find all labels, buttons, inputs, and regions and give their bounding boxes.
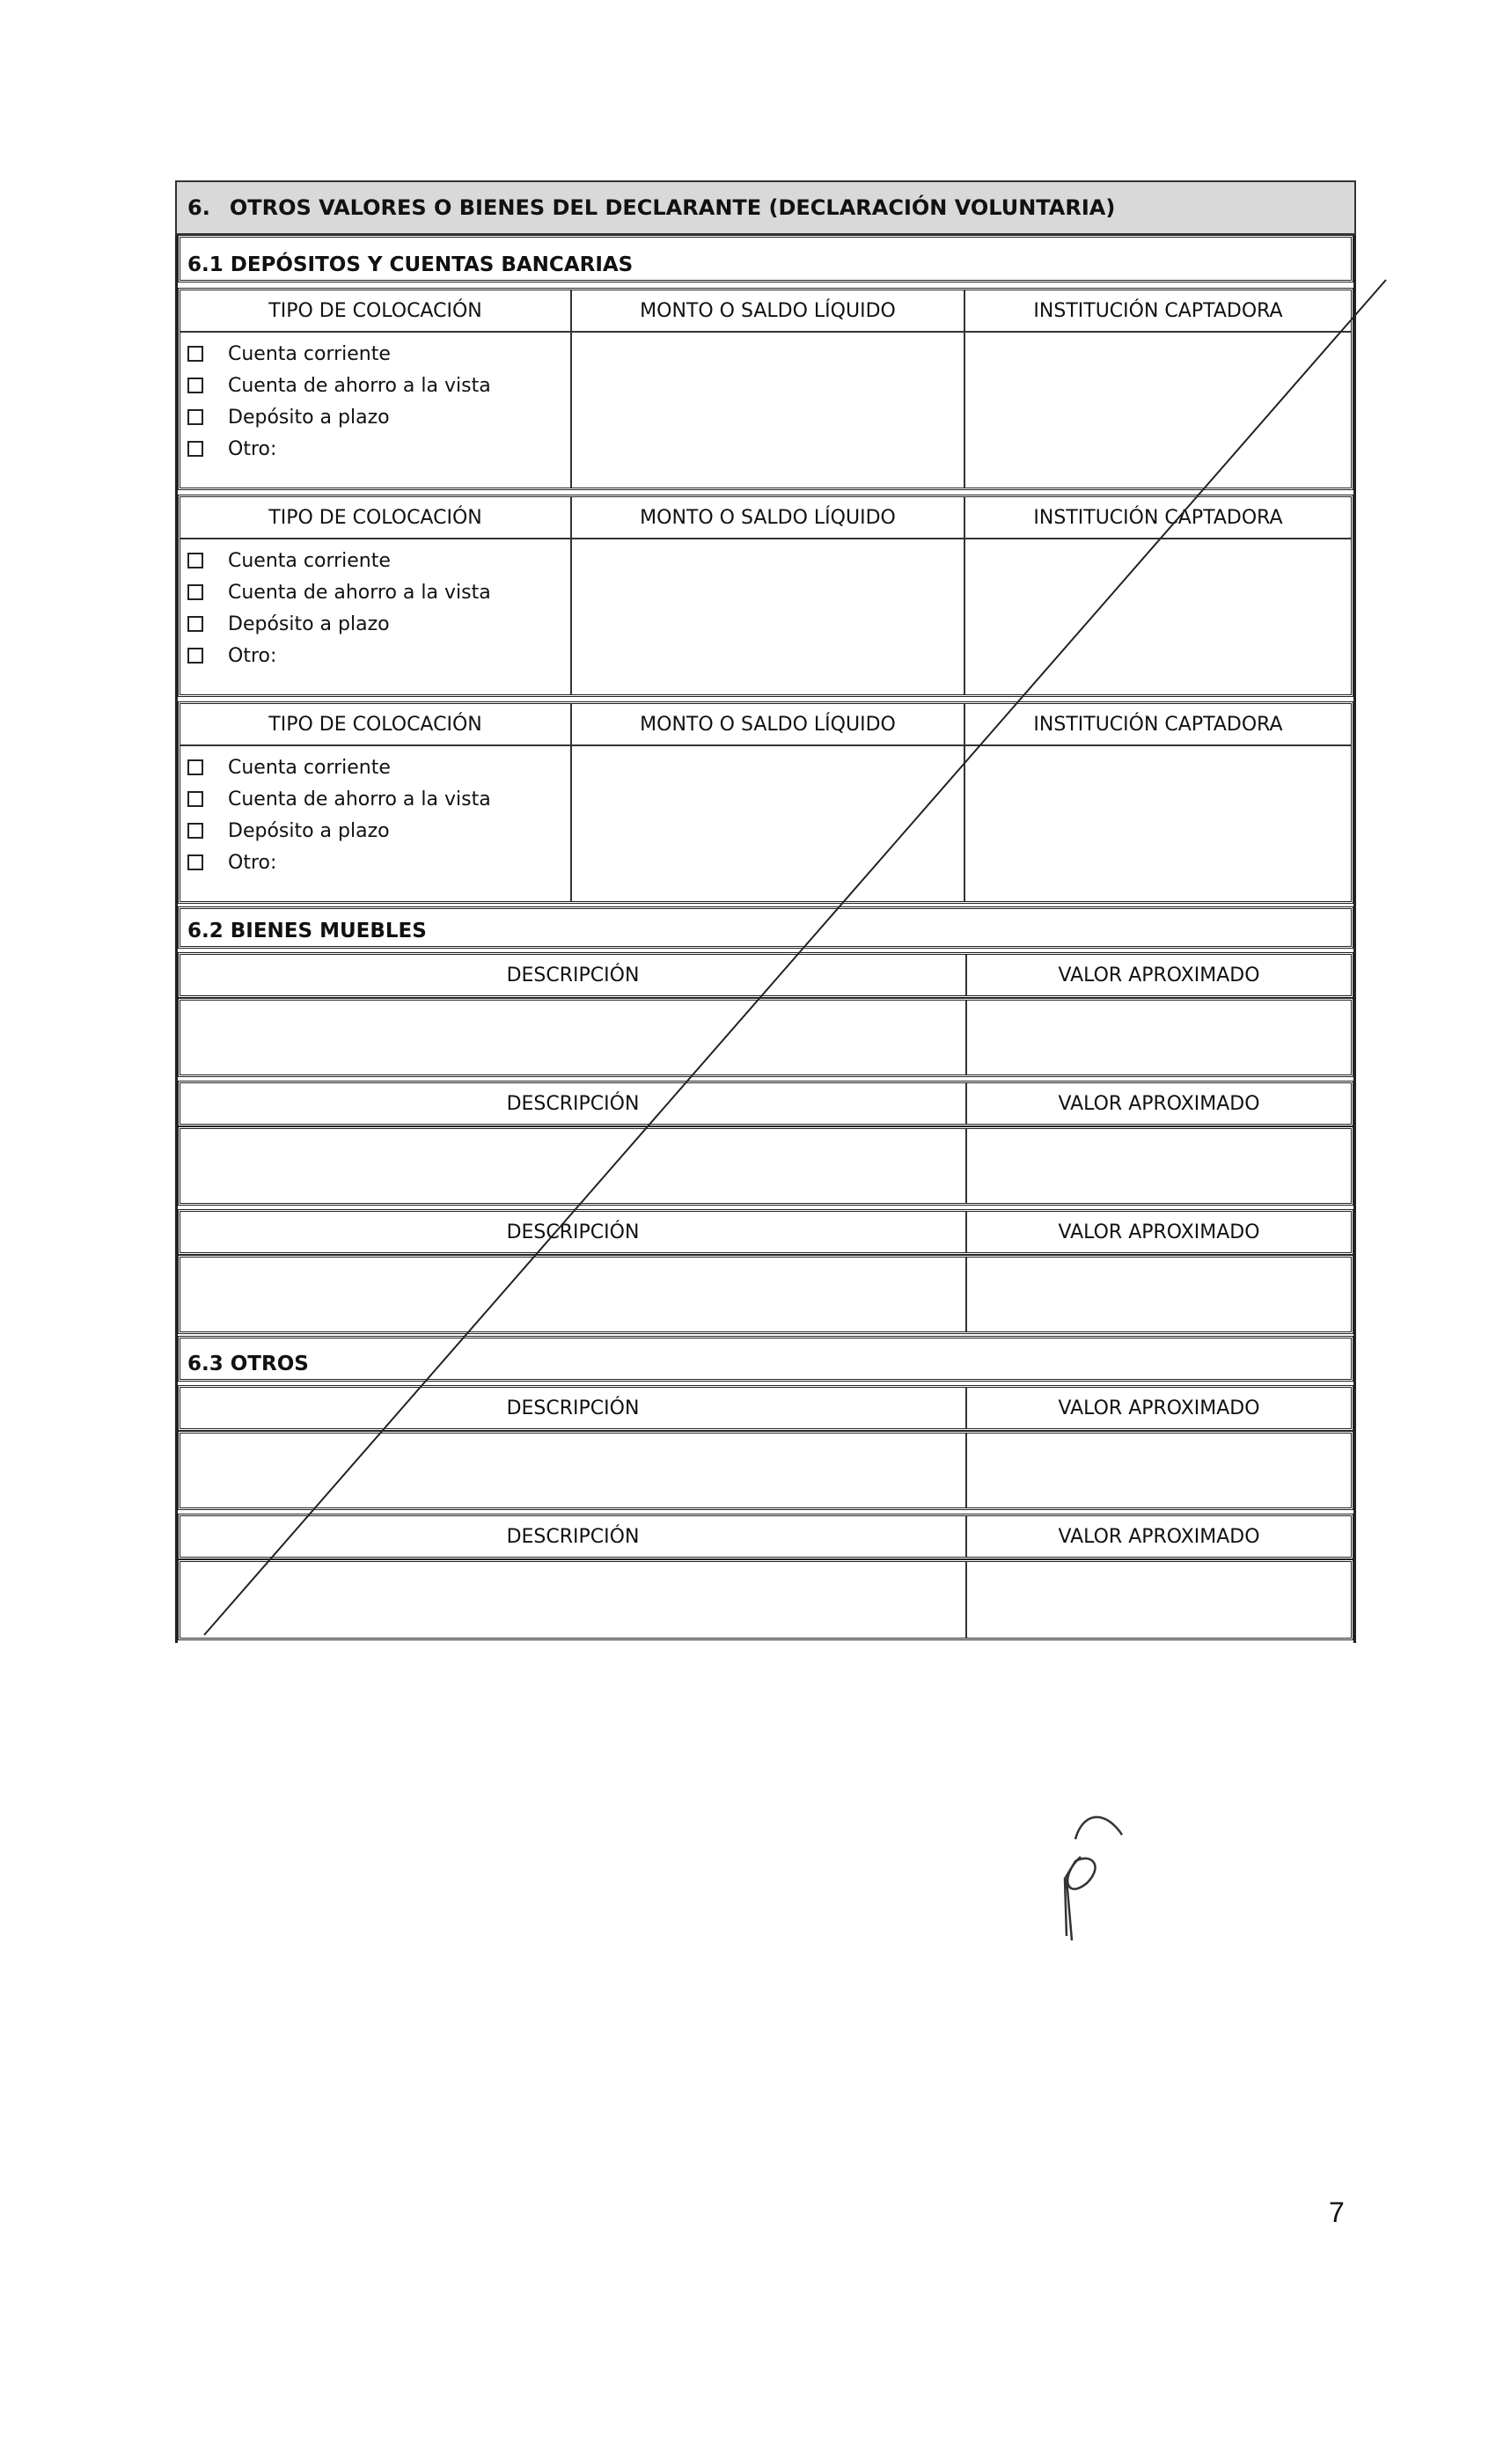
option-label: Otro:	[228, 644, 277, 667]
options-list	[180, 333, 572, 488]
institucion-field[interactable]	[965, 746, 1351, 901]
others-row-2	[178, 1559, 1353, 1640]
col-header-descripcion: DESCRIPCIÓN	[506, 1221, 640, 1243]
deposits-title: 6.1 DEPÓSITOS Y CUENTAS BANCARIAS	[187, 253, 634, 276]
option-label: Cuenta de ahorro a la vista	[228, 581, 491, 604]
others-title: 6.3 OTROS	[187, 1353, 309, 1375]
descripcion-field[interactable]	[180, 1434, 965, 1507]
section-header	[175, 180, 1356, 235]
valor-field[interactable]	[965, 1562, 1351, 1638]
page-number: 7	[1329, 2196, 1345, 2228]
deposit-block-2	[178, 495, 1353, 697]
col-header-valor: VALOR APROXIMADO	[965, 1212, 1351, 1252]
checkbox[interactable]	[187, 441, 203, 457]
option-label: Cuenta corriente	[228, 549, 391, 572]
col-header-tipo: TIPO DE COLOCACIÓN	[180, 497, 572, 539]
movables-header-1	[178, 952, 1353, 998]
col-header-monto: MONTO O SALDO LÍQUIDO	[572, 497, 965, 539]
option-label: Cuenta corriente	[228, 342, 391, 365]
valor-field[interactable]	[965, 1258, 1351, 1331]
col-header-descripcion: DESCRIPCIÓN	[506, 1525, 640, 1548]
valor-field[interactable]	[965, 1001, 1351, 1074]
valor-field[interactable]	[965, 1434, 1351, 1507]
institucion-field[interactable]	[965, 539, 1351, 694]
option-label: Depósito a plazo	[228, 612, 390, 635]
col-header-monto: MONTO O SALDO LÍQUIDO	[572, 290, 965, 333]
checkbox[interactable]	[187, 854, 203, 870]
monto-field[interactable]	[572, 746, 965, 901]
monto-field[interactable]	[572, 333, 965, 488]
descripcion-field[interactable]	[180, 1562, 965, 1638]
checkbox[interactable]	[187, 346, 203, 362]
checkbox[interactable]	[187, 616, 203, 632]
options-list	[180, 746, 572, 901]
section-title: OTROS VALORES O BIENES DEL DECLARANTE (DECLARACIÓN VOLUNTARIA)	[229, 195, 1116, 220]
deposit-block-1	[178, 288, 1353, 490]
others-row-1	[178, 1431, 1353, 1510]
others-header-2	[178, 1514, 1353, 1559]
col-header-descripcion: DESCRIPCIÓN	[506, 964, 640, 986]
options-list	[180, 539, 572, 694]
option-label: Depósito a plazo	[228, 819, 390, 842]
col-header-valor: VALOR APROXIMADO	[965, 1388, 1351, 1428]
col-header-institucion: INSTITUCIÓN CAPTADORA	[965, 704, 1351, 746]
movables-header-3	[178, 1209, 1353, 1255]
valor-field[interactable]	[965, 1129, 1351, 1203]
col-header-institucion: INSTITUCIÓN CAPTADORA	[965, 497, 1351, 539]
option-label: Depósito a plazo	[228, 406, 390, 429]
checkbox[interactable]	[187, 409, 203, 425]
option-label: Cuenta de ahorro a la vista	[228, 374, 491, 397]
col-header-tipo: TIPO DE COLOCACIÓN	[180, 704, 572, 746]
option-label: Otro:	[228, 851, 277, 874]
option-label: Cuenta corriente	[228, 756, 391, 779]
monto-field[interactable]	[572, 539, 965, 694]
subsection-title-deposits	[178, 235, 1353, 282]
subsection-title-movables	[178, 906, 1353, 949]
col-header-tipo: TIPO DE COLOCACIÓN	[180, 290, 572, 333]
movables-title: 6.2 BIENES MUEBLES	[187, 920, 427, 942]
signature-mark	[1065, 1817, 1122, 1940]
checkbox[interactable]	[187, 378, 203, 393]
movables-row-3	[178, 1255, 1353, 1334]
others-header-1	[178, 1385, 1353, 1431]
col-header-institucion: INSTITUCIÓN CAPTADORA	[965, 290, 1351, 333]
subsection-title-others	[178, 1336, 1353, 1382]
checkbox[interactable]	[187, 823, 203, 839]
deposit-block-3	[178, 701, 1353, 904]
option-label: Cuenta de ahorro a la vista	[228, 788, 491, 810]
col-header-descripcion: DESCRIPCIÓN	[506, 1092, 640, 1115]
checkbox[interactable]	[187, 648, 203, 664]
section-number: 6.	[187, 195, 210, 220]
col-header-valor: VALOR APROXIMADO	[965, 1083, 1351, 1124]
descripcion-field[interactable]	[180, 1258, 965, 1331]
movables-header-2	[178, 1081, 1353, 1126]
option-label: Otro:	[228, 437, 277, 460]
descripcion-field[interactable]	[180, 1129, 965, 1203]
checkbox[interactable]	[187, 791, 203, 807]
col-header-monto: MONTO O SALDO LÍQUIDO	[572, 704, 965, 746]
col-header-valor: VALOR APROXIMADO	[965, 1516, 1351, 1557]
col-header-descripcion: DESCRIPCIÓN	[506, 1397, 640, 1419]
checkbox[interactable]	[187, 584, 203, 600]
checkbox[interactable]	[187, 553, 203, 568]
col-header-valor: VALOR APROXIMADO	[965, 955, 1351, 995]
institucion-field[interactable]	[965, 333, 1351, 488]
checkbox[interactable]	[187, 759, 203, 775]
descripcion-field[interactable]	[180, 1001, 965, 1074]
movables-row-1	[178, 998, 1353, 1077]
movables-row-2	[178, 1126, 1353, 1206]
